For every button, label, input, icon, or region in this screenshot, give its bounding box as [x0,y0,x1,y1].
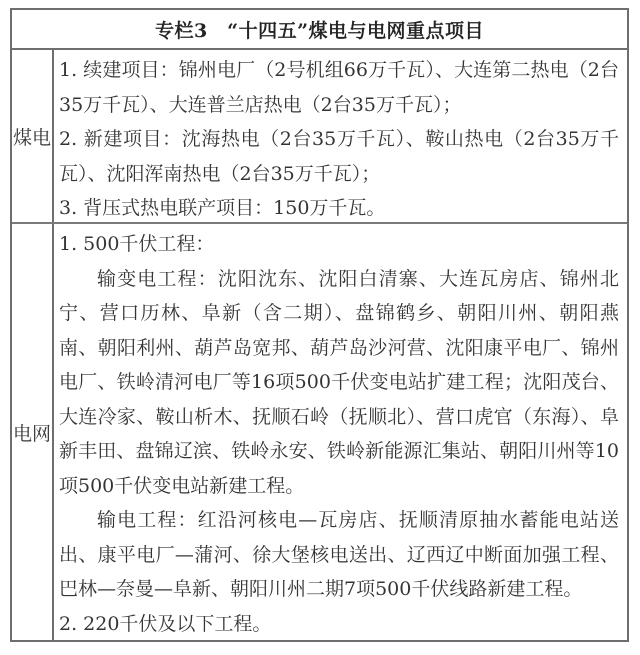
grid-transmission-projects: 输电工程：红沿河核电—瓦房店、抚顺清原抽水蓄能电站送出、康平电厂—蒲河、徐大堡核电送出、辽西辽中断面加强工程、巴林—奈曼—阜新、朝阳川州二期7项500千伏线路新建工程。 [59,509,619,600]
power-grid-content [54,224,627,640]
grid-220kv-heading: 2. 220千伏及以下工程。 [59,612,272,635]
row-header-coal-power: 煤电 [12,50,54,222]
coal-continued-projects: 1. 续建项目：锦州电厂（2号机组66万千瓦）、大连第二热电（2台35万千瓦）、大连普兰店热电（2台35万千瓦）； [59,59,619,116]
row-header-power-grid: 电网 [12,224,54,640]
key-projects-table [10,8,629,642]
table-row-coal-power [12,50,627,222]
grid-substation-projects: 输变电工程：沈阳沈东、沈阳白清寨、大连瓦房店、锦州北宁、营口历林、阜新（含二期）、盘锦鹤乡、朝阳川州、朝阳燕南、朝阳利州、葫芦岛宽邦、葫芦岛沙河营、沈阳康平电厂、锦州电厂、铁岭清河电厂等16项500千伏变电站扩建工程；沈阳茂台、大连冷家、鞍山析木、抚顺石岭（抚顺北）、营口虎官（东海）、阜新丰田、盘锦辽滨、铁岭永安、铁岭新能源汇集站、朝阳川州等10项500千伏变电站新建工程。 [59,267,619,497]
grid-500kv-heading: 1. 500千伏工程： [59,233,215,255]
coal-new-projects: 2. 新建项目：沈海热电（2台35万千瓦）、鞍山热电（2台35万千瓦）、沈阳浑南热电（2台35万千瓦）； [59,128,619,185]
table-title: 专栏3 “十四五”煤电与电网重点项目 [12,10,627,50]
coal-backpressure-chp-projects: 3. 背压式热电联产项目：150万千瓦。 [59,197,386,219]
coal-power-content [54,50,627,222]
table-row-power-grid [12,222,627,640]
